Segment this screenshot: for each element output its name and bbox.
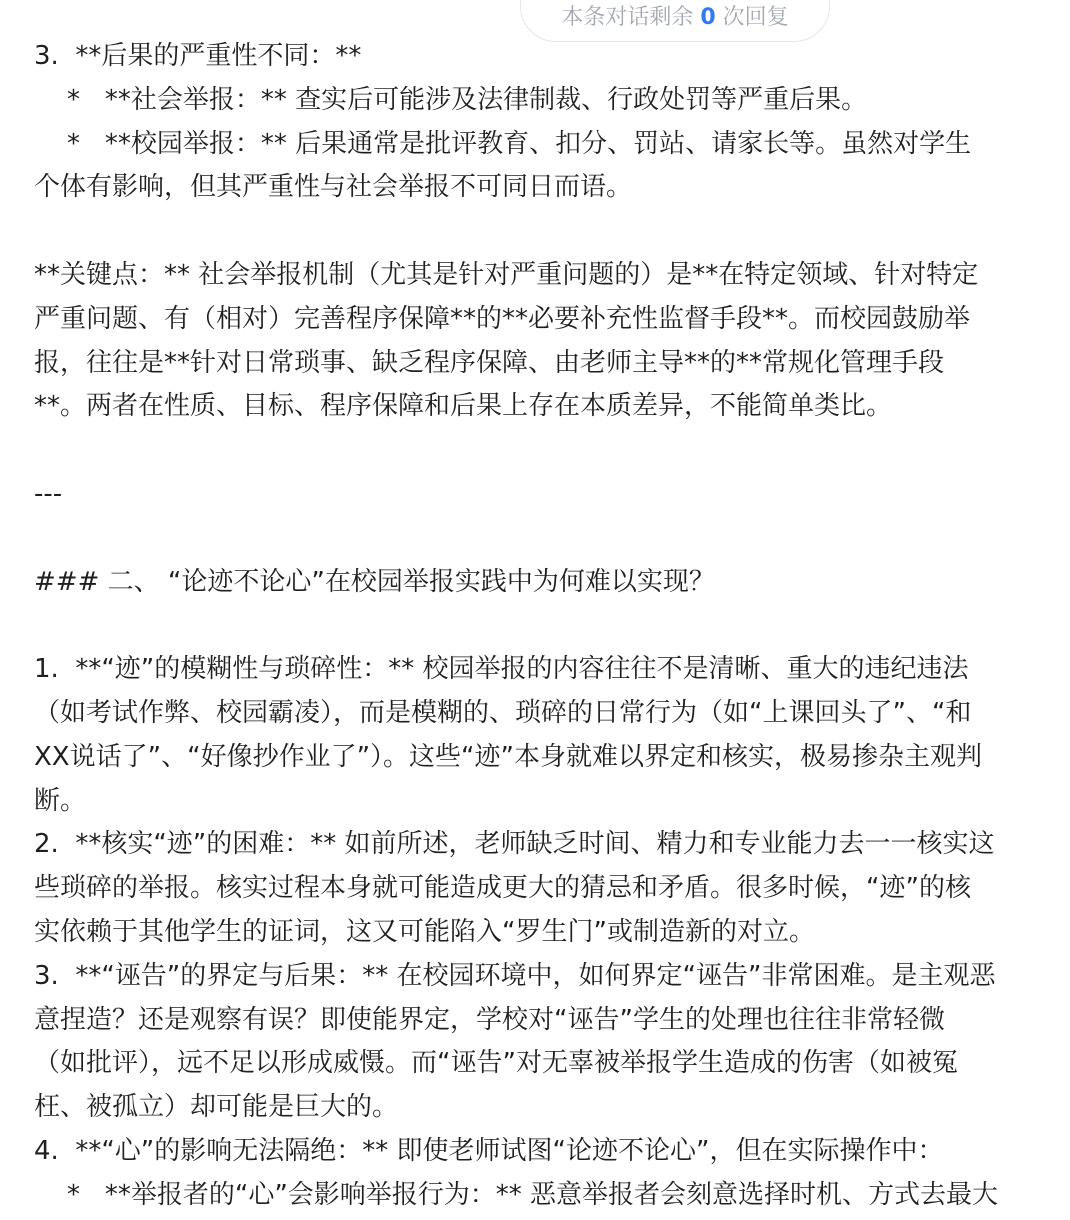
text-line: **。两者在性质、目标、程序保障和后果上存在本质差异，不能简单类比。 [34,391,893,422]
text-line: 意捏造？还是观察有误？即使能界定，学校对“诬告”学生的处理也往往非常轻微 [34,1004,945,1035]
text-line: （如考试作弊、校园霸凌），而是模糊的、琐碎的日常行为（如“上课回头了”、“和 [34,697,972,728]
text-line: XX说话了”、“好像抄作业了”）。这些“迹”本身就难以界定和核实，极易掺杂主观判 [34,741,982,772]
text-line: * **举报者的“心”会影响举报行为：** 恶意举报者会刻意选择时机、方式去最大 [34,1179,999,1210]
text-line: 些琐碎的举报。核实过程本身就可能造成更大的猜忌和矛盾。很多时候，“迹”的核 [34,873,971,904]
blank-line [34,429,1046,473]
text-line: * **校园举报：** 后果通常是批评教育、扣分、罚站、请家长等。虽然对学生 [34,128,972,159]
remaining-suffix: 次回复 [722,5,789,30]
text-line: **关键点：** 社会举报机制（尤其是针对严重问题的）是**在特定领域、针对特定 [34,259,979,290]
text-line: 报，往往是**针对日常琐事、缺乏程序保障、由老师主导**的**常规化管理手段 [34,347,945,378]
text-line: 4. **“心”的影响无法隔绝：** 即使老师试图“论迹不论心”，但在实际操作中： [34,1135,944,1166]
text-line: 断。 [34,785,87,816]
blank-line [34,517,1046,561]
section-heading: ### 二、 “论迹不论心”在校园举报实践中为何难以实现？ [34,566,715,597]
blank-line [34,210,1046,254]
text-line: 个体有影响，但其严重性与社会举报不可同日而语。 [34,172,633,203]
remaining-prefix: 本条对话剩余 [561,5,694,30]
remaining-replies-text [521,5,829,31]
text-line: 3. **“诬告”的界定与后果：** 在校园环境中，如何界定“诬告”非常困难。是主观恶 [34,960,996,991]
text-line: * **社会举报：** 查实后可能涉及法律制裁、行政处罚等严重后果。 [34,84,868,115]
text-line: 枉、被孤立）却可能是巨大的。 [34,1092,399,1123]
message-content [34,35,1046,1218]
text-line: 1. **“迹”的模糊性与琐碎性：** 校园举报的内容往往不是清晰、重大的违纪违法 [34,654,969,685]
text-line: 严重问题、有（相对）完善程序保障**的**必要补充性监督手段**。而校园鼓励举 [34,303,971,334]
remaining-count: 0 [700,5,716,30]
section-divider: --- [34,478,63,509]
text-line: 实依赖于其他学生的证词，这又可能陷入“罗生门”或制造新的对立。 [34,916,815,947]
text-line: 2. **核实“迹”的困难：** 如前所述，老师缺乏时间、精力和专业能力去一一核实这 [34,829,995,860]
text-line: 3. **后果的严重性不同：** [34,41,362,71]
blank-line [34,604,1046,648]
text-line: （如批评），远不足以形成威慑。而“诬告”对无辜被举报学生造成的伤害（如被冤 [34,1048,958,1079]
